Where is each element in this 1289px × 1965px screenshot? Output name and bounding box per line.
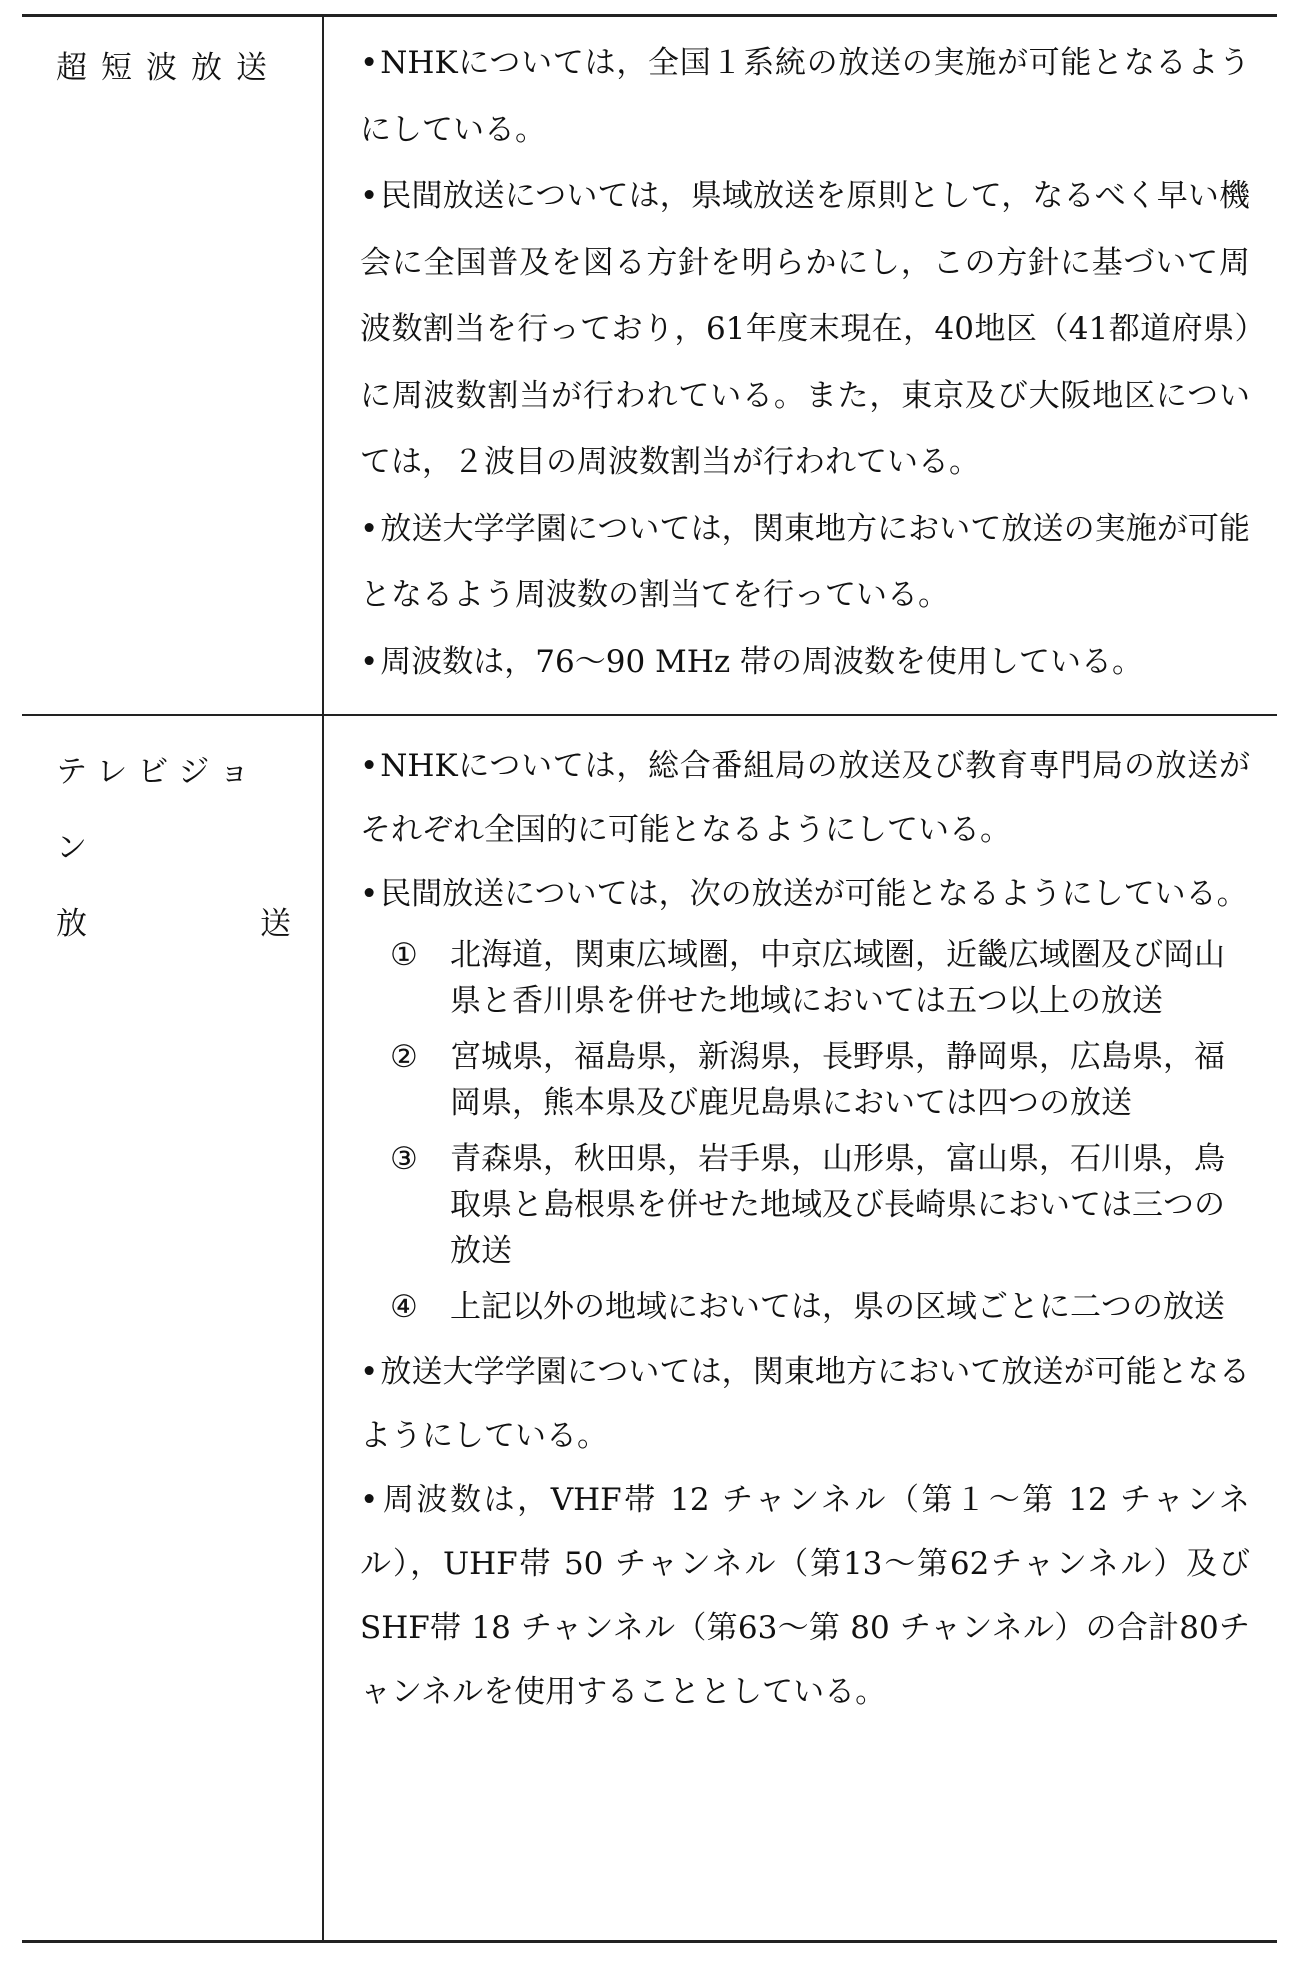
- item-text: 北海道，関東広域圏，中京広域圏，近畿広域圏及び岡山県と香川県を併せた地域においては五つ以上の放送: [450, 937, 1225, 1019]
- bullet: •: [360, 45, 379, 81]
- row-divider: [22, 714, 1277, 716]
- item-number: ②: [390, 1039, 418, 1075]
- item-text: 宮城県，福島県，新潟県，長野県，静岡県，広島県，福岡県，熊本県及び鹿児島県においては四つの放送: [450, 1039, 1225, 1121]
- row-label-tv: [56, 734, 291, 962]
- paragraph: •NHKについては，全国１系統の放送の実施が可能となるようにしている。: [360, 45, 1250, 148]
- paragraph: •周波数は，76～90 MHz 帯の周波数を使用している。: [360, 643, 1144, 680]
- paragraph: •民間放送については，県域放送を原則として，なるべく早い機会に全国普及を図る方針を明らかにし，この方針に基づいて周波数割当を行っており，61年度末現在，40地区（41都道府県）に周波数割当が行われている。また，東京及び大阪地区については，２波目の周波数割当が行われている。: [360, 178, 1250, 480]
- paragraph: •周波数は，VHF帯 12 チャンネル（第１～第 12 チャンネル），UHF帯 50 チャンネル（第13～第62チャンネル）及びSHF帯 18 チャンネル（第63～第 80 チャンネル）の合計80チャンネルを使用することとしている。: [360, 1482, 1250, 1710]
- row-content-fm: [360, 30, 1250, 695]
- row-content-tv: [360, 734, 1250, 1724]
- list-item: [390, 1034, 1250, 1126]
- item-number: ①: [390, 937, 418, 973]
- paragraph: •放送大学学園については，関東地方において放送が可能となるようにしている。: [360, 1354, 1250, 1454]
- paragraph: •民間放送については，次の放送が可能となるようにしている。: [360, 876, 1248, 912]
- table-top-rule: [22, 14, 1277, 17]
- list-item: [390, 1136, 1250, 1274]
- bullet: •: [360, 748, 379, 784]
- table-bottom-rule: [22, 1940, 1277, 1943]
- bullet: •: [360, 643, 379, 680]
- bullet: •: [360, 510, 379, 547]
- list-item: [390, 1284, 1250, 1330]
- item-text: 上記以外の地域においては，県の区域ごとに二つの放送: [450, 1289, 1225, 1325]
- bullet: •: [360, 876, 379, 912]
- bullet: •: [360, 1354, 379, 1390]
- paragraph: •放送大学学園については，関東地方において放送の実施が可能となるよう周波数の割当てを行っている。: [360, 510, 1250, 613]
- column-divider: [322, 16, 324, 714]
- column-divider: [322, 716, 324, 1940]
- item-number: ④: [390, 1289, 418, 1325]
- paragraph: •NHKについては，総合番組局の放送及び教育専門局の放送がそれぞれ全国的に可能となるようにしている。: [360, 748, 1250, 848]
- bullet: •: [360, 178, 379, 214]
- bullet: •: [360, 1482, 379, 1518]
- row-label-tv-line2: 放 送: [56, 906, 291, 942]
- row-label-fm: 超短波放送: [56, 50, 281, 86]
- row-label-tv-line1: テレビジョン: [56, 754, 260, 866]
- list-item: [390, 932, 1250, 1024]
- item-text: 青森県，秋田県，岩手県，山形県，富山県，石川県，鳥取県と島根県を併せた地域及び長崎県においては三つの放送: [450, 1141, 1225, 1269]
- item-number: ③: [390, 1141, 418, 1177]
